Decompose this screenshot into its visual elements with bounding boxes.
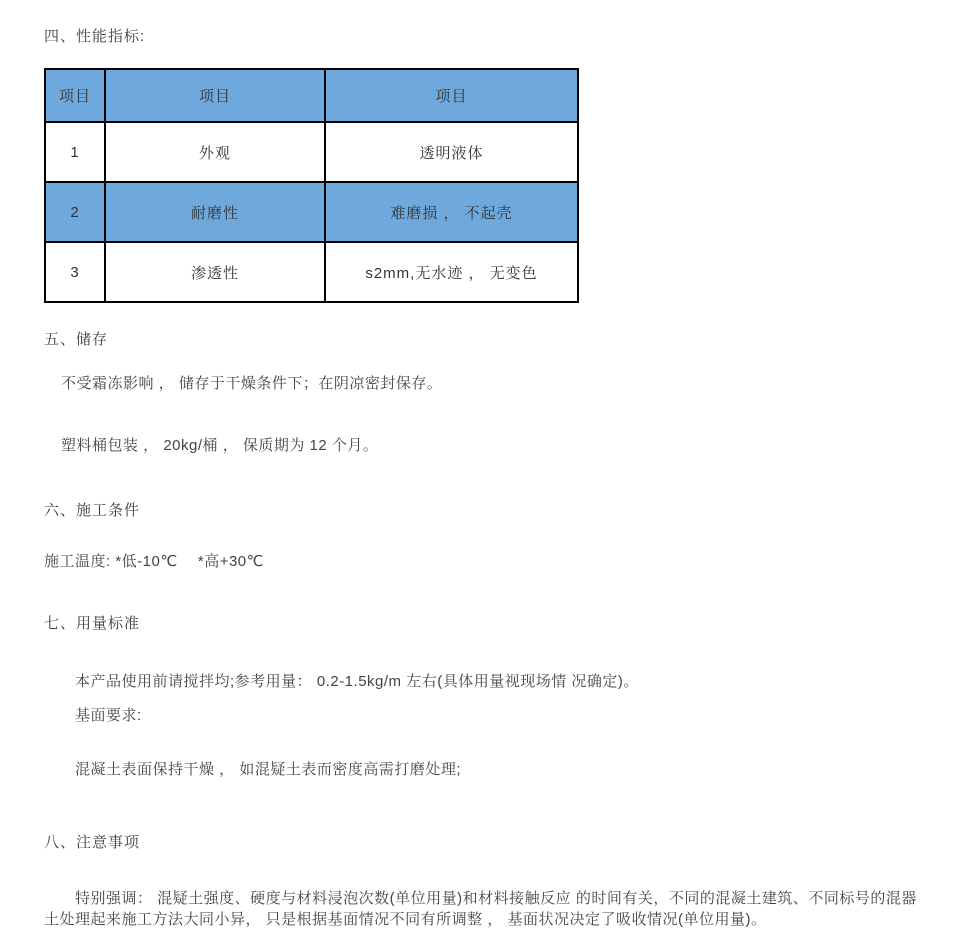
table-cell-item: 外观 bbox=[105, 122, 325, 182]
storage-packaging-paragraph: 塑料桶包装 ， 20kg/桶 ， 保质期为 12 个月。 bbox=[44, 435, 920, 457]
table-header-cell: 项目 bbox=[105, 69, 325, 122]
dosage-base-requirement-label: 基面要求: bbox=[44, 705, 920, 727]
storage-paragraph: 不受霜冻影响 ， 储存于干燥条件下；在阴凉密封保存。 bbox=[44, 373, 920, 395]
table-cell-value: 透明液体 bbox=[325, 122, 578, 182]
table-header-cell: 项目 bbox=[325, 69, 578, 122]
table-row bbox=[45, 182, 578, 242]
table-header-row bbox=[45, 69, 578, 122]
table-cell-value: 难磨损 ， 不起壳 bbox=[325, 182, 578, 242]
table-row bbox=[45, 122, 578, 182]
table-cell-number: 3 bbox=[45, 242, 105, 302]
performance-table bbox=[44, 68, 579, 303]
section-heading-notes: 八、注意事项 bbox=[44, 831, 920, 852]
construction-temperature-paragraph: 施工温度: *低-10℃ *高+30℃ bbox=[44, 551, 920, 573]
dosage-surface-paragraph: 混凝土表面保持干燥 ， 如混疑土表而密度高需打磨处理; bbox=[44, 759, 920, 781]
table-cell-value: s2mm,无水迹 ， 无变色 bbox=[325, 242, 578, 302]
section-heading-construction: 六、施工条件 bbox=[44, 499, 920, 520]
section-heading-dosage: 七、用量标准 bbox=[44, 612, 920, 633]
table-cell-number: 2 bbox=[45, 182, 105, 242]
section-heading-performance: 四、性能指标: bbox=[44, 25, 920, 46]
table-row bbox=[45, 242, 578, 302]
table-cell-item: 渗透性 bbox=[105, 242, 325, 302]
section-heading-storage: 五、储存 bbox=[44, 328, 920, 349]
table-cell-number: 1 bbox=[45, 122, 105, 182]
table-header-cell: 项目 bbox=[45, 69, 105, 122]
notes-emphasis-paragraph: 特别强调： 混疑土强度、硬度与材料浸泡次数(单位用量)和材料接触反应 的时间有关，不同的混凝土建筑、不同标号的混器土处理起来施工方法大同小异， 只是根据基面情况不同有所调整 ， 基面状况决定了吸收情况(单位用量)。 bbox=[44, 888, 920, 931]
table-cell-item: 耐磨性 bbox=[105, 182, 325, 242]
dosage-usage-paragraph: 本产品使用前请搅拌均;参考用量： 0.2-1.5kg/m 左右(具体用量视现场情 况确定)。 bbox=[44, 671, 920, 693]
